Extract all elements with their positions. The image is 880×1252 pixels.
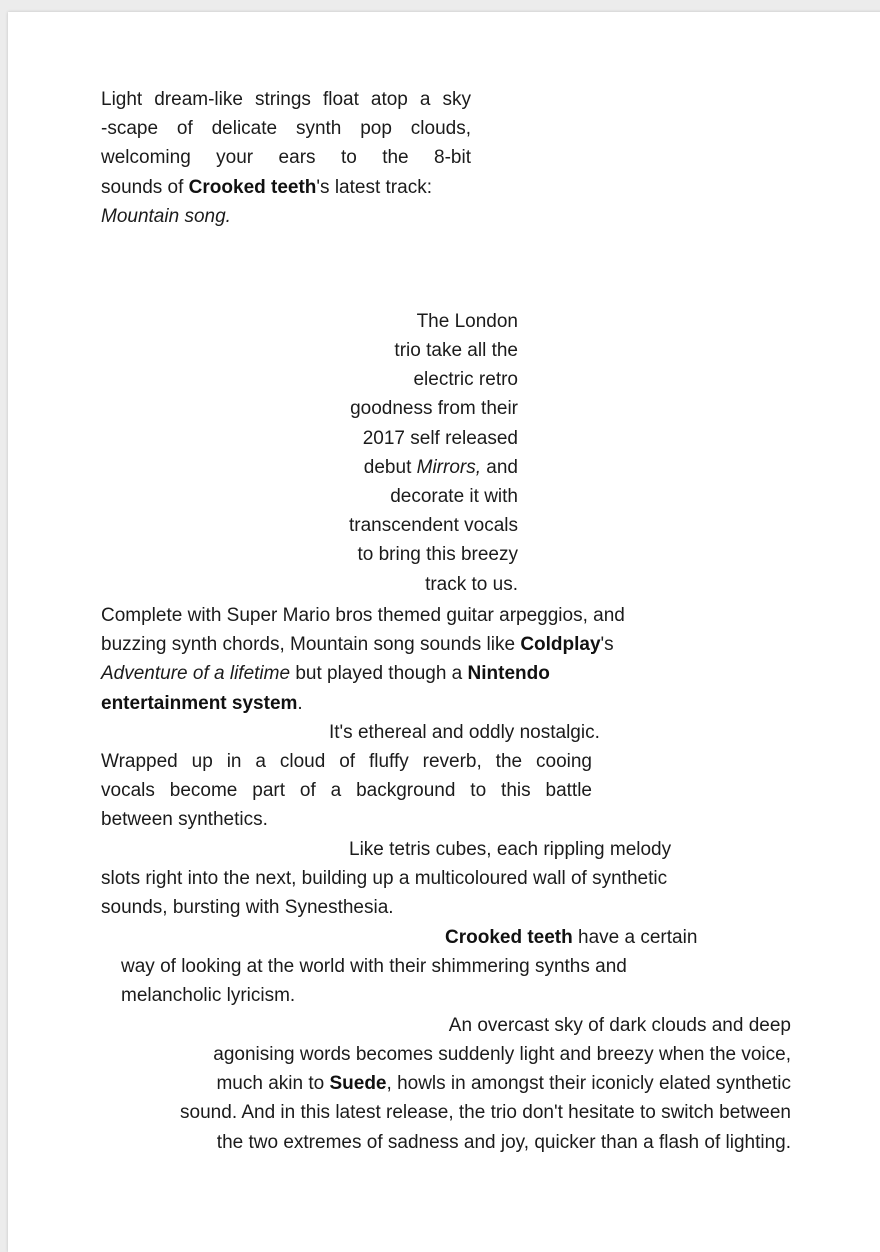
text-span: transcendent vocals	[349, 515, 518, 536]
text-line	[121, 952, 627, 981]
text-span: The London	[416, 311, 518, 332]
text-span: sounds, bursting with Synesthesia.	[101, 897, 394, 918]
text-span: but played though a	[290, 663, 468, 684]
console-name: entertainment system	[101, 693, 298, 714]
album-title: Mirrors,	[416, 457, 482, 478]
text-line	[329, 718, 600, 747]
text-span: agonising words becomes suddenly light and breezy when the voice,	[213, 1044, 791, 1065]
text-span: debut	[363, 457, 417, 478]
text-span: Complete with Super Mario bros themed guitar arpeggios, and	[101, 605, 625, 626]
song-title: Adventure of a lifetime	[101, 663, 291, 684]
text-span: the two extremes of sadness and joy, quicker than a flash of lighting.	[216, 1132, 791, 1153]
text-line	[101, 143, 471, 172]
text-line	[318, 365, 518, 394]
text-line	[318, 511, 518, 540]
text-line	[108, 1011, 791, 1040]
text-span: -scape of delicate synth pop clouds,	[101, 118, 471, 139]
text-line	[318, 453, 518, 482]
text-line	[101, 659, 550, 688]
text-line	[101, 893, 394, 922]
console-name: Nintendo	[467, 663, 550, 684]
text-line	[101, 630, 614, 659]
text-line	[101, 601, 625, 630]
text-span: slots right into the next, building up a multicoloured wall of synthetic	[101, 868, 668, 889]
band-name: Crooked teeth	[445, 927, 573, 948]
text-span: goodness from their	[350, 398, 518, 419]
text-span: welcoming your ears to the 8-bit	[101, 147, 471, 168]
text-line	[318, 570, 518, 599]
band-name: Coldplay	[520, 634, 601, 655]
text-line	[101, 85, 471, 114]
text-line	[318, 336, 518, 365]
text-span: buzzing synth chords, Mountain song sounds like	[101, 634, 521, 655]
text-line	[101, 864, 667, 893]
text-line	[349, 835, 671, 864]
text-line	[101, 173, 432, 202]
text-span: much akin to	[216, 1073, 330, 1094]
text-span: decorate it with	[390, 486, 518, 507]
text-line	[108, 1098, 791, 1127]
text-line	[101, 689, 303, 718]
text-span: sounds of	[101, 177, 189, 198]
text-span: have a certain	[572, 927, 698, 948]
text-line	[318, 482, 518, 511]
text-line	[108, 1040, 791, 1069]
text-span: It's ethereal and oddly nostalgic.	[329, 722, 600, 743]
text-span: .	[297, 693, 303, 714]
text-span: Light dream-like strings float atop a sky	[101, 89, 471, 110]
text-span: way of looking at the world with their shimmering synths and	[121, 956, 627, 977]
text-line	[318, 540, 518, 569]
text-line	[101, 202, 231, 231]
text-line	[318, 394, 518, 423]
document-page	[8, 12, 880, 1252]
text-line	[318, 424, 518, 453]
text-span: to bring this breezy	[357, 544, 518, 565]
text-span: between synthetics.	[101, 809, 268, 830]
text-span: 's	[600, 634, 614, 655]
text-line	[101, 114, 471, 143]
text-span: electric retro	[413, 369, 518, 390]
text-span: track to us.	[425, 574, 518, 595]
band-name: Suede	[329, 1073, 387, 1094]
text-line	[121, 981, 295, 1010]
text-line	[101, 805, 268, 834]
text-line	[101, 776, 592, 805]
track-title: Mountain song.	[101, 206, 231, 227]
text-line	[318, 307, 518, 336]
text-span: Like tetris cubes, each rippling melody	[349, 839, 672, 860]
text-span: vocals become part of a background to this battle	[101, 780, 592, 801]
text-span: 2017 self released	[362, 428, 518, 449]
text-line	[108, 1069, 791, 1098]
text-span: Wrapped up in a cloud of fluffy reverb, the cooing	[101, 751, 592, 772]
text-span: melancholic lyricism.	[121, 985, 296, 1006]
text-span: sound. And in this latest release, the trio don't hesitate to switch between	[180, 1102, 791, 1123]
text-span: 's latest track:	[316, 177, 432, 198]
band-name: Crooked teeth	[188, 177, 317, 198]
text-line	[101, 747, 592, 776]
text-span: and	[481, 457, 518, 478]
text-span: trio take all the	[394, 340, 518, 361]
text-span: An overcast sky of dark clouds and deep	[448, 1015, 791, 1036]
text-line	[445, 923, 697, 952]
text-span: , howls in amongst their iconicly elated synthetic	[386, 1073, 791, 1094]
text-line	[108, 1128, 791, 1157]
